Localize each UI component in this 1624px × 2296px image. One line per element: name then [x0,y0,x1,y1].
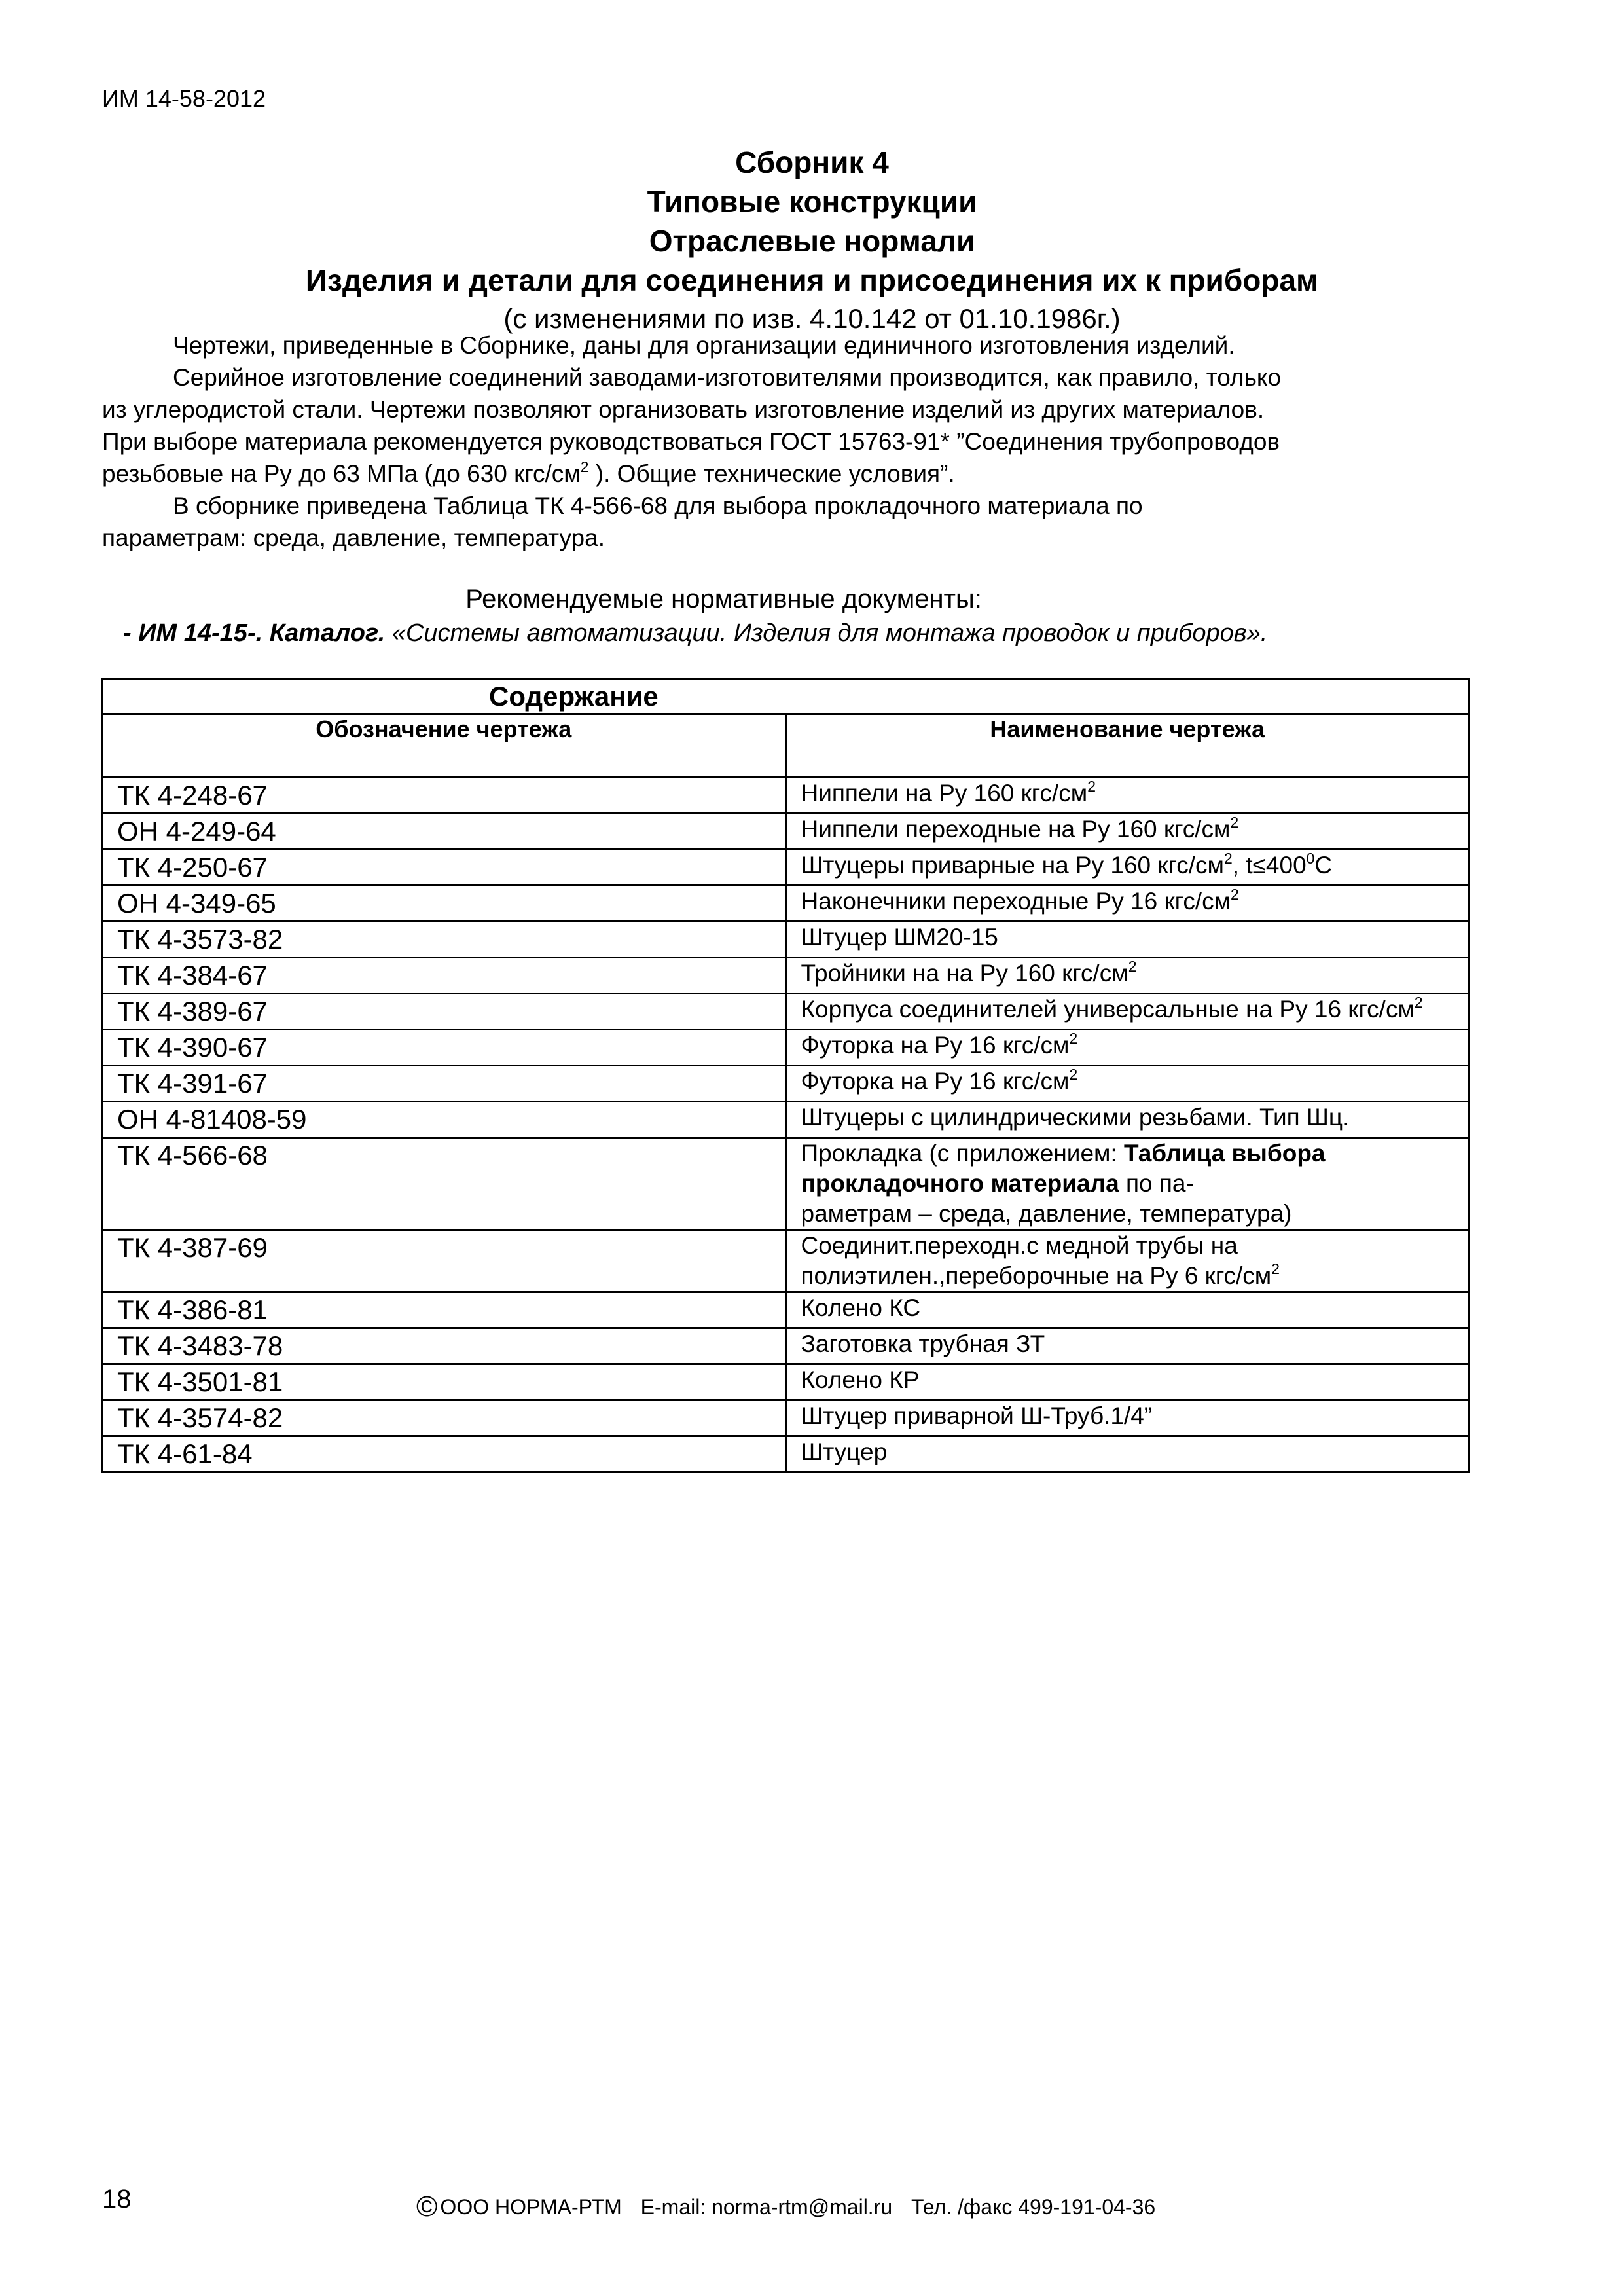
drawing-code: ТК 4-250-67 [102,850,786,886]
table-row [102,1066,1470,1102]
drawing-name [785,958,1470,994]
table-row [102,1364,1470,1400]
table-body [102,778,1470,1472]
drawing-code: ТК 4-390-67 [102,1030,786,1066]
table-row [102,1292,1470,1328]
text-run: по па- [1119,1170,1194,1197]
copyright-icon: © [416,2191,438,2223]
bold-text: Таблица выбора прокладочного материала [801,1140,1326,1197]
intro-paragraph-2-line-4 [102,458,1451,490]
superscript: 2 [1414,993,1423,1011]
drawing-code: ТК 4-386-81 [102,1292,786,1328]
drawing-code: ТК 4-3483-78 [102,1328,786,1364]
recommended-doc-reference [123,619,1267,647]
table-row [102,1400,1470,1436]
reference-title: «Системы автоматизации. Изделия для монтажа проводок и приборов». [385,619,1268,647]
text-run: Наконечники переходные Ру 16 кгс/см [801,888,1231,915]
intro-text-run: резьбовые на Ру до 63 МПа (до 630 кгс/см [102,460,581,487]
superscript: 2 [1231,885,1239,903]
footer-company: ООО НОРМА-РТМ [440,2195,622,2219]
text-run: Тройники на на Ру 160 кгс/см [801,960,1128,987]
drawing-code: ТК 4-566-68 [102,1138,786,1230]
intro-paragraph-2-line-1: Серийное изготовление соединений заводами-изготовителями производится, как правило, только [173,364,1282,391]
intro-paragraph-3-line-1: В сборнике приведена Таблица ТК 4-566-68 для выбора прокладочного материала по [173,492,1143,519]
superscript: 2 [1271,1260,1280,1277]
drawing-name [785,1328,1470,1364]
text-run: Ниппели переходные на Ру 160 кгс/см [801,816,1231,843]
superscript: 2 [1069,1029,1078,1047]
text-run: раметрам – среда, давление, температура) [801,1200,1292,1227]
superscript: 2 [1087,777,1096,795]
text-run: Колено КР [801,1366,920,1393]
table-row [102,1030,1470,1066]
drawing-code: ТК 4-391-67 [102,1066,786,1102]
title-changes-note: (с изменениями по изв. 4.10.142 от 01.10.1986г.) [503,303,1121,334]
drawing-name [785,1102,1470,1138]
superscript: 2 [1230,813,1239,831]
superscript: 2 [1128,957,1137,975]
collection-title: Сборник 4 [735,145,889,179]
contents-table [101,678,1470,1473]
text-run: Штуцер ШМ20-15 [801,924,998,951]
drawing-name [785,1030,1470,1066]
drawing-code: ТК 4-248-67 [102,778,786,814]
text-run: С [1314,852,1333,879]
document-id: ИМ 14-58-2012 [102,85,266,112]
table-row [102,850,1470,886]
text-run: Штуцер приварной Ш-Труб.1/4” [801,1402,1153,1429]
intro-paragraph-2-line-2: из углеродистой стали. Чертежи позволяют организовать изготовление изделий из других материалов. [102,396,1265,423]
text-run: Корпуса соединителей универсальные на Ру 16 кгс/см [801,996,1415,1023]
drawing-name [785,1230,1470,1292]
drawing-name [785,1364,1470,1400]
intro-text [102,329,1451,554]
table-row [102,958,1470,994]
drawing-code: ТК 4-387-69 [102,1230,786,1292]
text-run: Штуцеры приварные на Ру 160 кгс/см [801,852,1224,879]
drawing-name [785,850,1470,886]
drawing-name [785,1138,1470,1230]
text-run: Соединит.переходн.с медной трубы на полиэтилен.,переборочные на Ру 6 кгс/см [801,1232,1272,1289]
superscript: 2 [1224,849,1233,867]
table-row [102,1328,1470,1364]
column-header-code: Обозначение чертежа [102,714,786,778]
text-run: Штуцер [801,1438,888,1465]
drawing-name [785,1436,1470,1472]
text-run: Футорка на Ру 16 кгс/см [801,1032,1070,1059]
drawing-code: ОН 4-349-65 [102,886,786,922]
superscript: 0 [1306,849,1315,867]
drawing-code: ОН 4-81408-59 [102,1102,786,1138]
drawing-name [785,814,1470,850]
drawing-name [785,994,1470,1030]
text-run: Ниппели на Ру 160 кгс/см [801,780,1088,807]
superscript: 2 [580,458,589,475]
intro-text-run: ). Общие технические условия”. [588,460,955,487]
title-typical-designs: Типовые конструкции [647,185,977,219]
footer [416,2189,1168,2221]
table-caption: Содержание [102,679,1470,714]
intro-paragraph-3-line-2: параметрам: среда, давление, температура. [102,524,605,551]
drawing-code: ОН 4-249-64 [102,814,786,850]
drawing-name [785,922,1470,958]
drawing-code: ТК 4-3573-82 [102,922,786,958]
text-run: Футорка на Ру 16 кгс/см [801,1068,1070,1095]
drawing-code: ТК 4-61-84 [102,1436,786,1472]
text-run: Штуцеры с цилиндрическими резьбами. Тип Шц. [801,1104,1350,1131]
text-run: Колено КС [801,1294,921,1321]
intro-paragraph-2-line-3: При выборе материала рекомендуется руководствоваться ГОСТ 15763-91* ”Соединения трубопроводов [102,428,1280,455]
drawing-code: ТК 4-3501-81 [102,1364,786,1400]
footer-email: E-mail: norma-rtm@mail.ru [640,2195,893,2219]
text-run: Прокладка (с приложением: [801,1140,1125,1167]
table-row [102,922,1470,958]
text-run: , t≤400 [1232,852,1307,879]
title-block [0,143,1624,338]
table-row [102,1230,1470,1292]
column-header-name: Наименование чертежа [785,714,1470,778]
table-row [102,886,1470,922]
table-row [102,814,1470,850]
drawing-code: ТК 4-3574-82 [102,1400,786,1436]
page-number: 18 [102,2185,132,2214]
table-row [102,1102,1470,1138]
drawing-name [785,1066,1470,1102]
table-row [102,778,1470,814]
drawing-code: ТК 4-389-67 [102,994,786,1030]
title-products: Изделия и детали для соединения и присоединения их к приборам [305,263,1319,297]
recommended-docs-heading: Рекомендуемые нормативные документы: [465,585,982,613]
table-row [102,1138,1470,1230]
text-run: Заготовка трубная ЗТ [801,1330,1045,1357]
superscript: 2 [1069,1065,1078,1083]
table-row [102,994,1470,1030]
drawing-code: ТК 4-384-67 [102,958,786,994]
title-industry-norms: Отраслевые нормали [649,224,975,258]
drawing-name [785,1400,1470,1436]
drawing-name [785,778,1470,814]
table-row [102,1436,1470,1472]
reference-code: - ИМ 14-15-. Каталог. [123,619,386,647]
intro-paragraph-1: Чертежи, приведенные в Сборнике, даны для организации единичного изготовления изделий. [173,332,1235,359]
drawing-name [785,1292,1470,1328]
footer-phone: Тел. /факс 499-191-04-36 [911,2195,1156,2219]
drawing-name [785,886,1470,922]
